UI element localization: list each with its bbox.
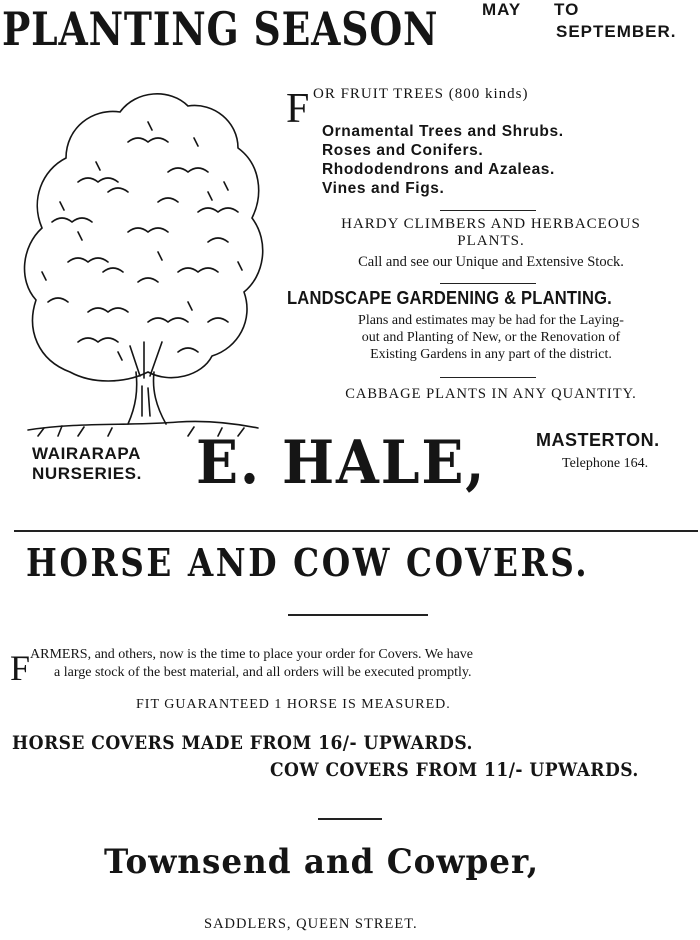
nursery-line-1: WAIRARAPA [32,444,141,463]
farmers-line-2: a large stock of the best material, and all orders will be executed promptly. [54,665,472,680]
farmers-line-1: ARMERS, and others, now is the time to place your order for Covers. We have [30,647,474,662]
fruit-trees-line: OR FRUIT TREES (800 kinds) [313,86,529,102]
list-item: Ornamental Trees and Shrubs. [322,123,564,140]
tree-illustration-icon [8,72,270,440]
divider-rule [318,818,382,820]
season-to: TO [554,0,580,19]
nursery-name [32,444,142,484]
hardy-line-2: PLANTS. [457,233,525,249]
plans-paragraph [284,312,698,363]
fruit-drop-cap: F [286,86,310,132]
horse-covers-price: HORSE COVERS MADE FROM 16/- UPWARDS. [12,732,473,754]
plans-line: out and Planting of New, or the Renovation of [361,330,621,345]
town-name: MASTERTON. [536,430,660,450]
planting-season-headline: PLANTING SEASON [2,2,439,56]
nursery-line-2: NURSERIES. [32,464,142,483]
plans-line: Existing Gardens in any part of the district. [370,347,612,362]
divider-rule [440,210,536,211]
horse-cow-covers-headline: HORSE AND COW COVERS. [26,540,590,585]
list-item: Rhododendrons and Azaleas. [322,161,555,178]
divider-rule [440,377,536,378]
farmers-paragraph [30,646,473,682]
divider-rule [440,283,536,284]
fit-guaranteed-line: FIT GUARANTEED 1 HORSE IS MEASURED. [136,697,451,712]
cabbage-plants-line: CABBAGE PLANTS IN ANY QUANTITY. [345,386,637,402]
landscape-heading: LANDSCAPE GARDENING & PLANTING. [287,288,612,308]
list-item: Roses and Conifers. [322,142,484,159]
firm-name: Townsend and Cowper, [104,842,540,882]
divider-rule [288,614,428,616]
season-september: SEPTEMBER. [556,22,677,41]
hardy-line-1: HARDY CLIMBERS AND HERBACEOUS [341,216,641,232]
season-may: MAY [482,0,522,19]
hardy-climbers-text [286,216,696,250]
proprietor-name: E. HALE, [196,428,487,498]
cow-covers-price: COW COVERS FROM 11/- UPWARDS. [270,759,639,781]
list-item: Vines and Figs. [322,180,445,197]
plans-line: Plans and estimates may be had for the Laying- [358,313,624,328]
ad-separator [14,530,698,532]
call-and-see-line: Call and see our Unique and Extensive Stock. [358,254,624,270]
firm-address: SADDLERS, QUEEN STREET. [204,916,418,932]
telephone-number: Telephone 164. [562,456,649,471]
farmers-drop-cap: F [10,648,31,688]
stock-list [322,122,564,198]
